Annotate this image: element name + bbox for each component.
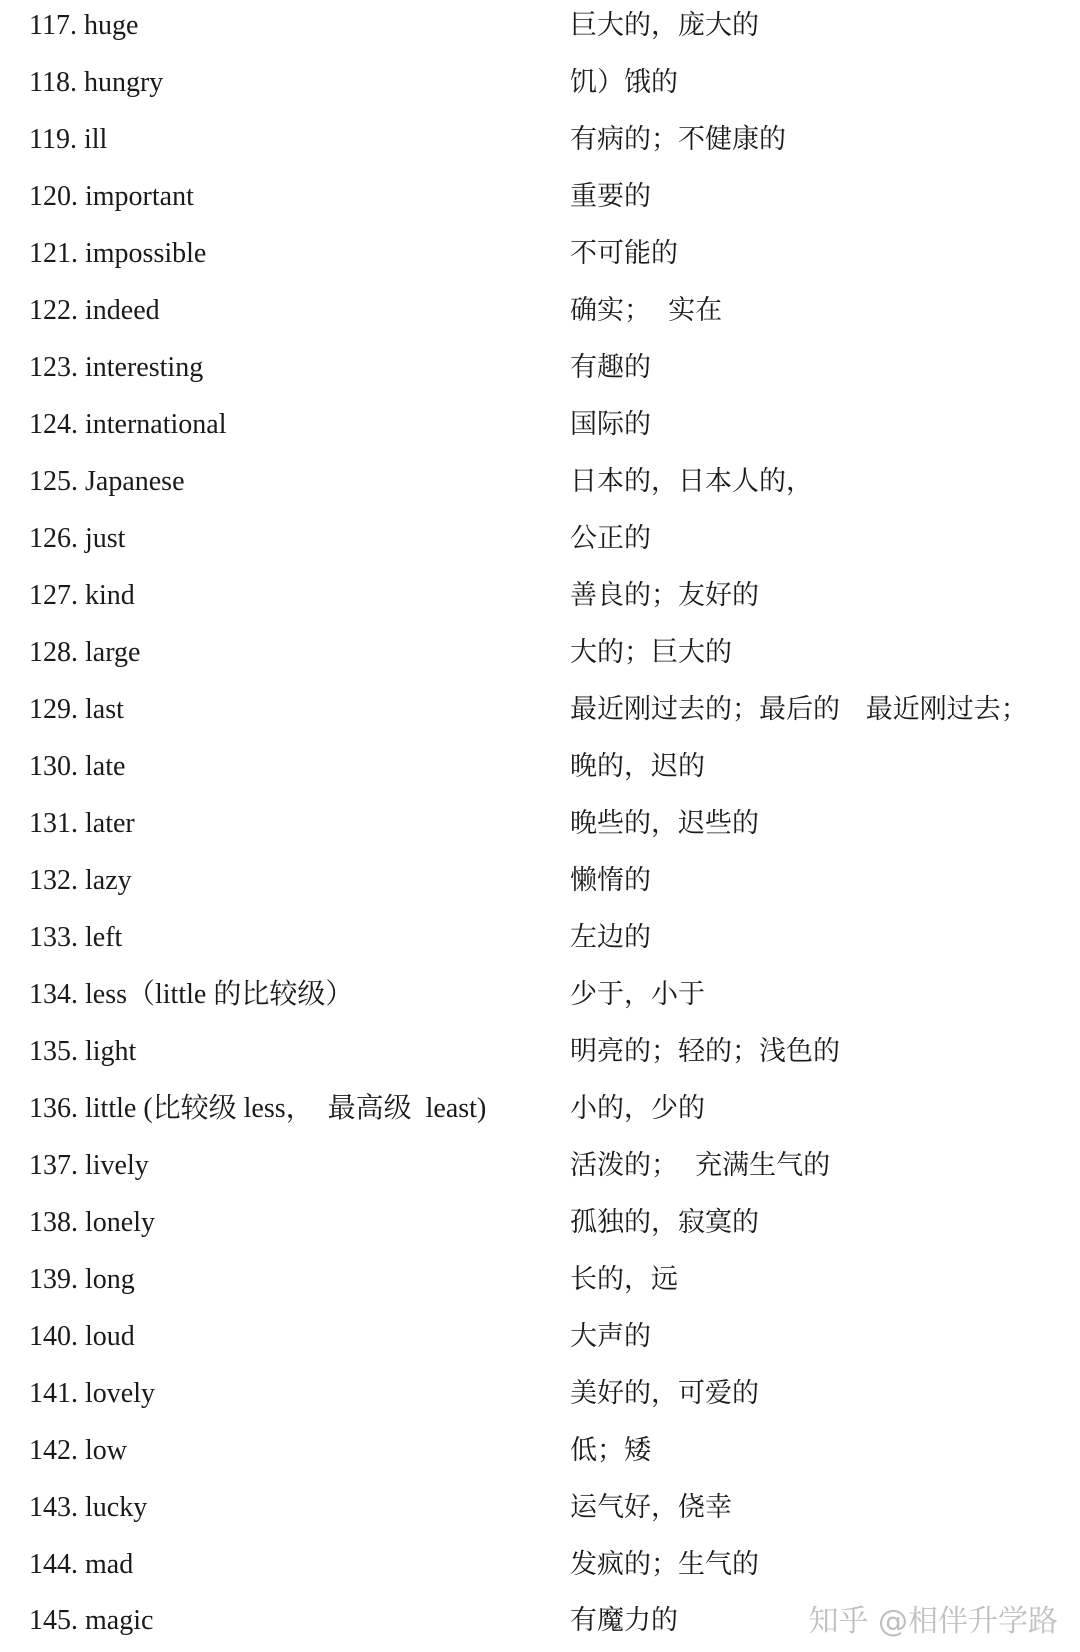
english-word: 128. large [29, 637, 141, 668]
vocab-row [0, 57, 1080, 114]
chinese-meaning: 不可能的 [570, 238, 678, 269]
vocab-row [0, 1311, 1080, 1368]
chinese-meaning: 确实； 实在 [570, 295, 723, 326]
vocab-row [0, 456, 1080, 513]
english-word: 131. later [29, 808, 135, 839]
vocab-row [0, 627, 1080, 684]
vocab-row [0, 570, 1080, 627]
chinese-meaning: 善良的；友好的 [570, 580, 759, 611]
vocab-row [0, 285, 1080, 342]
chinese-meaning: 大声的 [570, 1321, 651, 1352]
chinese-meaning: 运气好，侥幸 [570, 1492, 732, 1523]
vocab-row [0, 855, 1080, 912]
english-word: 135. light [29, 1036, 137, 1067]
english-word: 127. kind [29, 580, 135, 611]
vocab-row [0, 1140, 1080, 1197]
english-word: 117. huge [29, 10, 139, 41]
english-word: 122. indeed [29, 295, 160, 326]
chinese-meaning: 国际的 [570, 409, 651, 440]
vocab-row [0, 399, 1080, 456]
chinese-meaning: 晚的，迟的 [570, 751, 705, 782]
chinese-meaning: 日本的，日本人的， [570, 466, 813, 497]
vocab-row [0, 1368, 1080, 1425]
chinese-meaning: 最近刚过去的；最后的 最近刚过去； [570, 694, 1028, 725]
english-word: 118. hungry [29, 67, 164, 98]
chinese-meaning: 美好的，可爱的 [570, 1378, 759, 1409]
vocab-row [0, 1083, 1080, 1140]
vocab-row [0, 798, 1080, 855]
english-word: 125. Japanese [29, 466, 185, 497]
english-word: 136. little (比较级 less， 最高级 least) [29, 1093, 487, 1124]
chinese-meaning: 有魔力的 [570, 1605, 678, 1636]
english-word: 124. international [29, 409, 227, 440]
vocab-row [0, 0, 1080, 57]
english-word: 126. just [29, 523, 126, 554]
english-word: 137. lively [29, 1150, 149, 1181]
english-word: 129. last [29, 694, 124, 725]
chinese-meaning: 晚些的，迟些的 [570, 808, 759, 839]
chinese-meaning: 重要的 [570, 181, 651, 212]
chinese-meaning: 巨大的，庞大的 [570, 10, 759, 41]
english-word: 139. long [29, 1264, 135, 1295]
vocab-row [0, 741, 1080, 798]
chinese-meaning: 公正的 [570, 523, 651, 554]
vocab-row [0, 1197, 1080, 1254]
chinese-meaning: 孤独的，寂寞的 [570, 1207, 759, 1238]
vocab-row [0, 1425, 1080, 1482]
vocab-row [0, 969, 1080, 1026]
chinese-meaning: 小的，少的 [570, 1093, 705, 1124]
english-word: 132. lazy [29, 865, 132, 896]
vocab-row [0, 114, 1080, 171]
vocab-row [0, 228, 1080, 285]
chinese-meaning: 饥）饿的 [570, 67, 678, 98]
chinese-meaning: 低；矮 [570, 1435, 651, 1466]
chinese-meaning: 长的，远 [570, 1264, 678, 1295]
english-word: 119. ill [29, 124, 108, 155]
english-word: 130. late [29, 751, 126, 782]
chinese-meaning: 明亮的；轻的；浅色的 [570, 1036, 840, 1067]
english-word: 140. loud [29, 1321, 135, 1352]
chinese-meaning: 少于，小于 [570, 979, 705, 1010]
vocab-row [0, 1539, 1080, 1596]
vocab-row [0, 1482, 1080, 1539]
english-word: 134. less（little 的比较级） [29, 979, 354, 1010]
english-word: 121. impossible [29, 238, 207, 269]
english-word: 142. low [29, 1435, 127, 1466]
english-word: 145. magic [29, 1605, 154, 1636]
vocab-row [0, 1254, 1080, 1311]
chinese-meaning: 活泼的； 充满生气的 [570, 1150, 831, 1181]
watermark: 知乎 @相伴升学路 [808, 1604, 1058, 1639]
chinese-meaning: 懒惰的 [570, 865, 651, 896]
vocab-row [0, 912, 1080, 969]
english-word: 138. lonely [29, 1207, 155, 1238]
chinese-meaning: 发疯的；生气的 [570, 1549, 759, 1580]
chinese-meaning: 大的；巨大的 [570, 637, 732, 668]
english-word: 141. lovely [29, 1378, 155, 1409]
english-word: 133. left [29, 922, 123, 953]
english-word: 143. lucky [29, 1492, 148, 1523]
vocab-row [0, 342, 1080, 399]
english-word: 123. interesting [29, 352, 204, 383]
vocab-row [0, 1026, 1080, 1083]
chinese-meaning: 有趣的 [570, 352, 651, 383]
vocab-row [0, 171, 1080, 228]
vocab-row [0, 684, 1080, 741]
english-word: 144. mad [29, 1549, 134, 1580]
chinese-meaning: 有病的；不健康的 [570, 124, 786, 155]
chinese-meaning: 左边的 [570, 922, 651, 953]
vocab-row [0, 513, 1080, 570]
english-word: 120. important [29, 181, 194, 212]
